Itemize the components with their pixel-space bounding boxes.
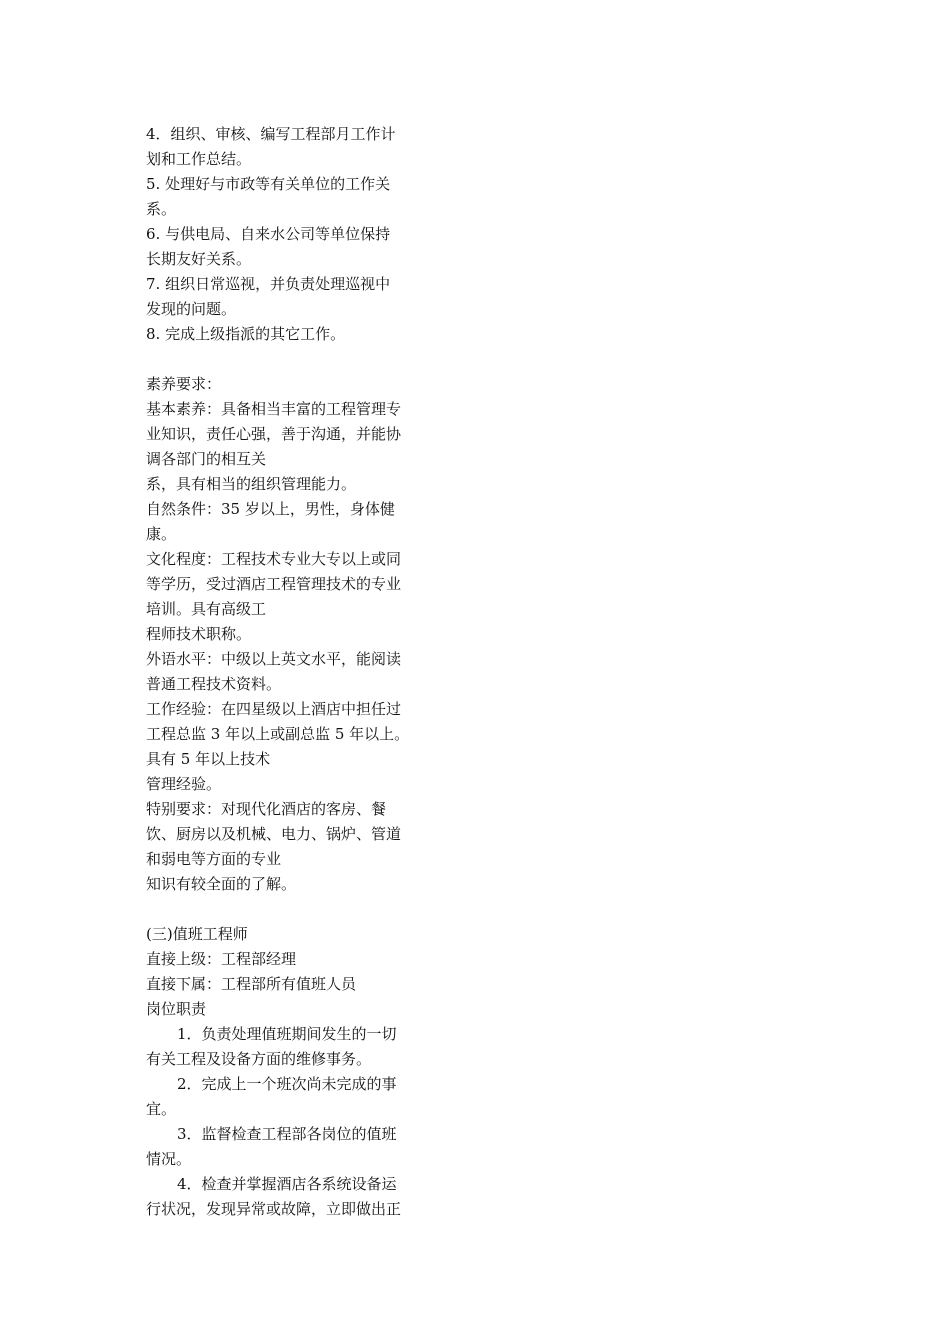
- experience-line-2: 工程总监 3 年以上或副总监 5 年以上。: [146, 725, 410, 743]
- education-line-2: 等学历，受过酒店工程管理技术的专业: [146, 575, 402, 593]
- natural-conditions-line-2: 康。: [146, 525, 177, 543]
- duty-item-7-line-2: 发现的问题。: [146, 300, 237, 318]
- basic-quality-line-4: 系，具有相当的组织管理能力。: [146, 475, 357, 493]
- duty-item-5-line-2: 系。: [146, 200, 177, 218]
- duty-2-line-2: 宜。: [146, 1100, 177, 1118]
- duty-item-6-line-2: 长期友好关系。: [146, 250, 252, 268]
- special-requirements-line-3: 和弱电等方面的专业: [146, 850, 282, 868]
- special-requirements-line-2: 饮、厨房以及机械、电力、锅炉、管道: [146, 825, 402, 843]
- duty-3-line-1: 3．监督检查工程部各岗位的值班: [177, 1125, 397, 1143]
- duty-2-line-1: 2．完成上一个班次尚未完成的事: [177, 1075, 397, 1093]
- direct-subordinate: 直接下属：工程部所有值班人员: [146, 975, 357, 993]
- qualifications-section: [146, 372, 446, 897]
- education-line-4: 程师技术职称。: [146, 625, 252, 643]
- language-line-1: 外语水平：中级以上英文水平，能阅读: [146, 650, 402, 668]
- duty-engineer-section: [146, 922, 446, 1222]
- paragraph-spacer: [146, 347, 446, 372]
- duty-item-6-line-1: 6. 与供电局、自来水公司等单位保持: [146, 225, 391, 243]
- duties-heading: 岗位职责: [146, 1000, 207, 1018]
- duty-1-line-1: 1．负责处理值班期间发生的一切: [177, 1025, 397, 1043]
- experience-line-4: 管理经验。: [146, 775, 222, 793]
- basic-quality-line-2: 业知识，责任心强，善于沟通，并能协: [146, 425, 402, 443]
- direct-superior: 直接上级：工程部经理: [146, 950, 297, 968]
- duty-4-line-2: 行状况，发现异常或故障，立即做出正: [146, 1200, 402, 1218]
- duties-list-continued: [146, 122, 446, 347]
- special-requirements-line-4: 知识有较全面的了解。: [146, 875, 297, 893]
- education-line-3: 培训。具有高级工: [146, 600, 267, 618]
- duty-item-7-line-1: 7. 组织日常巡视，并负责处理巡视中: [146, 275, 391, 293]
- duty-item-5-line-1: 5. 处理好与市政等有关单位的工作关: [146, 175, 391, 193]
- experience-line-3: 具有 5 年以上技术: [146, 750, 271, 768]
- natural-conditions-line-1: 自然条件：35 岁以上，男性，身体健: [146, 500, 395, 518]
- education-line-1: 文化程度：工程技术专业大专以上或同: [146, 550, 402, 568]
- duty-1-line-2: 有关工程及设备方面的维修事务。: [146, 1050, 372, 1068]
- duty-item-8-line-1: 8. 完成上级指派的其它工作。: [146, 325, 346, 343]
- section-title: (三)值班工程师: [146, 925, 248, 943]
- special-requirements-line-1: 特别要求：对现代化酒店的客房、餐: [146, 800, 387, 818]
- qualifications-heading: 素养要求：: [146, 375, 222, 393]
- duty-3-line-2: 情况。: [146, 1150, 192, 1168]
- language-line-2: 普通工程技术资料。: [146, 675, 282, 693]
- duty-item-4-line-1: 4．组织、审核、编写工程部月工作计: [146, 125, 396, 143]
- experience-line-1: 工作经验：在四星级以上酒店中担任过: [146, 700, 402, 718]
- document-body: [146, 122, 446, 1222]
- paragraph-spacer: [146, 897, 446, 922]
- basic-quality-line-1: 基本素养：具备相当丰富的工程管理专: [146, 400, 402, 418]
- duty-item-4-line-2: 划和工作总结。: [146, 150, 252, 168]
- basic-quality-line-3: 调各部门的相互关: [146, 450, 267, 468]
- duty-4-line-1: 4．检查并掌握酒店各系统设备运: [177, 1175, 397, 1193]
